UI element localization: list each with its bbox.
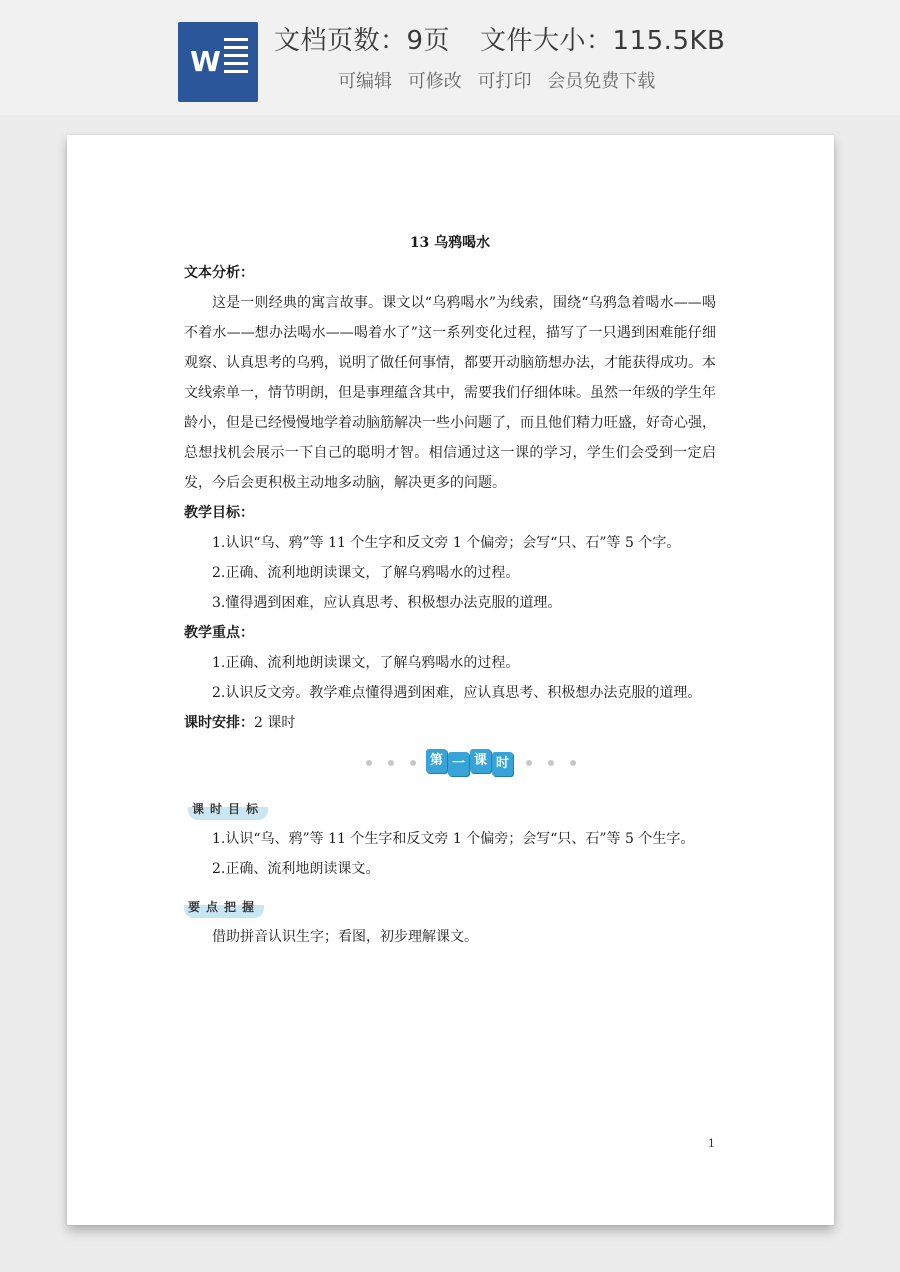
key-points-heading: 教学重点： <box>184 625 254 641</box>
feature-list <box>338 67 838 93</box>
file-info <box>274 20 874 57</box>
document-content <box>184 231 716 952</box>
lesson-goal-item: 1.认识“乌、鸦”等 11 个生字和反文旁 1 个偏旁；会写“只、石”等 5 个生字。 <box>212 831 695 847</box>
feature-editable: 可编辑 <box>338 71 392 92</box>
feature-modifiable: 可修改 <box>407 71 462 92</box>
lesson-goal-item: 2.正确、流利地朗读课文。 <box>212 861 380 877</box>
page-number: 1 <box>708 1137 715 1150</box>
lesson-badge-char: 一 <box>448 752 469 776</box>
schedule-label: 课时安排： <box>184 715 254 731</box>
word-icon-letter: W <box>190 45 221 78</box>
key-grasp-paragraph: 借助拼音认识生字；看图，初步理解课文。 <box>212 929 478 945</box>
text-analysis-paragraph: 这是一则经典的寓言故事。课文以“乌鸦喝水”为线索，围绕“乌鸦急着喝水——喝不着水——想办法喝水——喝着水了”这一系列变化过程，描写了一只遇到困难能仔细观察、认真思考的乌鸦，说明了做任何事情，都要开动脑筋想办法，才能获得成功。本文线索单一，情节明朗，但是事理蕴含其中，需要我们仔细体味。虽然一年级的学生年龄小，但是已经慢慢地学着动脑筋解决一些小问题了，而且他们精力旺盛，好奇心强，总想找机会展示一下自己的聪明才智。相信通过这一课的学习，学生们会受到一定启发，今后会更积极主动地多动脑，解决更多的问题。 <box>184 295 716 491</box>
document-title: 13 乌鸦喝水 <box>409 235 491 251</box>
schedule-line <box>184 708 716 738</box>
teaching-goals-heading: 教学目标： <box>184 505 254 521</box>
key-grasp-tag: 要点把握 <box>184 896 264 918</box>
document-page <box>67 135 834 1225</box>
word-document-icon <box>178 22 258 102</box>
key-point-item: 1.正确、流利地朗读课文，了解乌鸦喝水的过程。 <box>212 655 520 671</box>
teaching-goal-item: 1.认识“乌、鸦”等 11 个生字和反文旁 1 个偏旁；会写“只、石”等 5 个字。 <box>212 535 681 551</box>
divider-dot <box>366 760 372 766</box>
feature-member-download: 会员免费下载 <box>547 71 656 92</box>
divider-dot <box>526 760 532 766</box>
lesson-badge-char: 第 <box>426 749 447 773</box>
feature-printable: 可打印 <box>477 71 532 92</box>
schedule-value: 2 课时 <box>254 715 296 731</box>
text-analysis-heading: 文本分析： <box>184 265 254 281</box>
divider-dot <box>410 760 416 766</box>
download-banner <box>0 0 900 115</box>
lesson-divider <box>184 740 716 790</box>
lesson-badge-char: 课 <box>470 749 491 773</box>
key-point-item: 2.认识反文旁。教学难点懂得遇到困难，应认真思考、积极想办法克服的道理。 <box>212 685 702 701</box>
lesson-goals-tag: 课时目标 <box>188 798 268 820</box>
lesson-badge-char: 时 <box>492 752 513 776</box>
divider-dot <box>388 760 394 766</box>
teaching-goal-item: 3.懂得遇到困难，应认真思考、积极想办法克服的道理。 <box>212 595 562 611</box>
file-size: 文件大小：115.5KB <box>480 26 726 56</box>
divider-dot <box>570 760 576 766</box>
word-icon-lines <box>224 38 248 84</box>
page-count: 文档页数：9页 <box>274 26 451 56</box>
divider-dot <box>548 760 554 766</box>
teaching-goal-item: 2.正确、流利地朗读课文，了解乌鸦喝水的过程。 <box>212 565 520 581</box>
lesson-badge <box>426 749 513 775</box>
